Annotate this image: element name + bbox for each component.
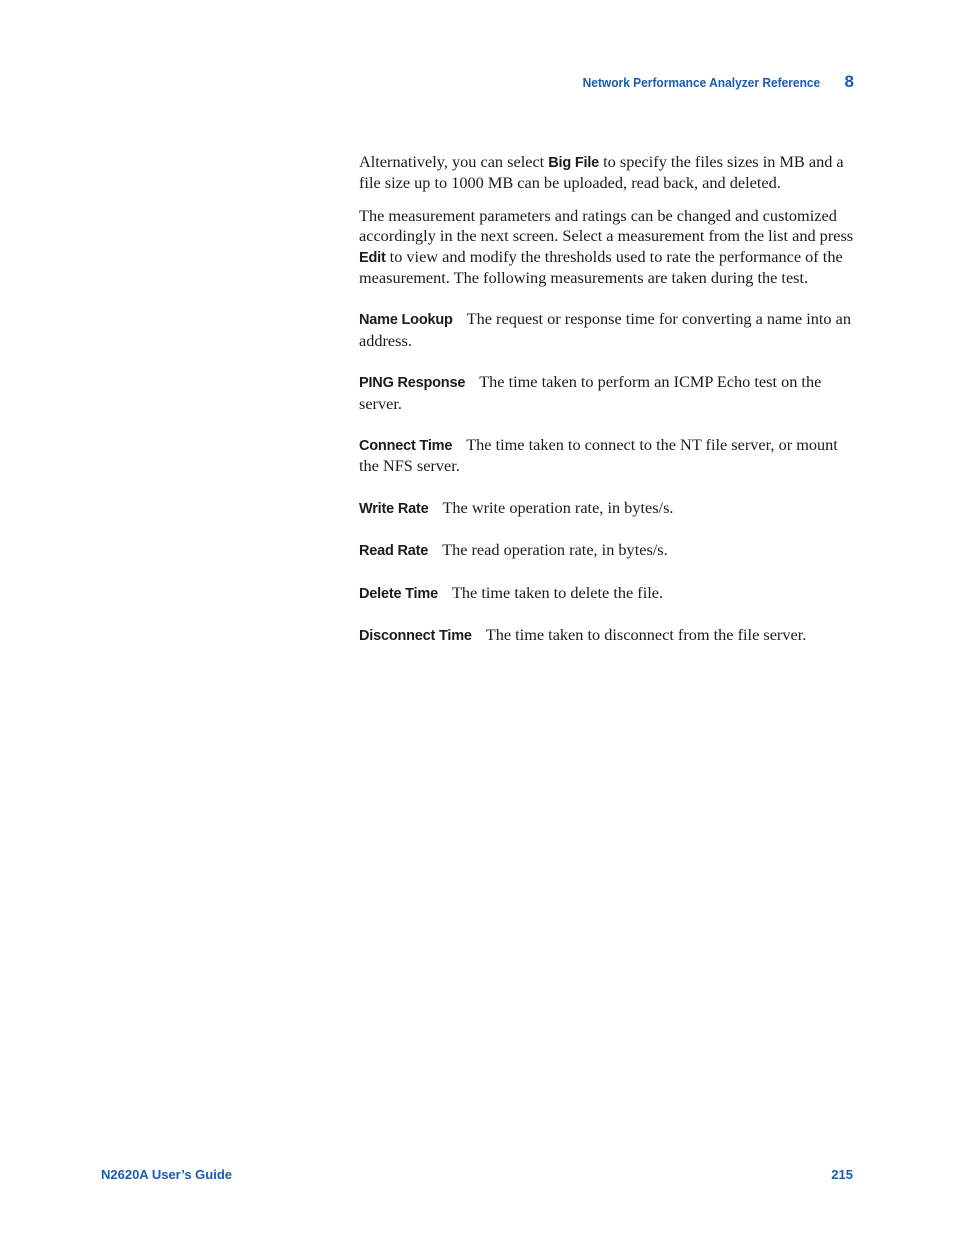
definition-term: Connect Time	[359, 438, 453, 455]
definition-term: PING Response	[359, 375, 466, 392]
definition-description: The time taken to disconnect from the file server.	[485, 625, 807, 645]
definition-description: The time taken to connect to the NT file server, or mount the NFS server.	[359, 435, 838, 476]
intro-paragraph-big-file	[359, 152, 854, 194]
definition-description: The time taken to perform an ICMP Echo test on the server.	[359, 372, 822, 413]
intro-text: The measurement parameters and ratings can be changed and customized accordingly in the next screen. Select a measurement from the list and press	[359, 205, 854, 246]
page-body	[359, 152, 854, 668]
definition-description: The read operation rate, in bytes/s.	[442, 540, 668, 560]
page-number: 215	[831, 1167, 853, 1182]
definition-description: The time taken to delete the file.	[451, 582, 664, 602]
definition-description: The write operation rate, in bytes/s.	[442, 497, 674, 517]
definition-read-rate	[359, 540, 854, 561]
big-file-term: Big File	[548, 155, 600, 171]
definition-term: Name Lookup	[359, 312, 453, 329]
definition-description: The request or response time for converting a name into an address.	[359, 309, 851, 350]
definition-ping-response	[359, 372, 854, 414]
document-title: N2620A User’s Guide	[101, 1167, 233, 1182]
definition-connect-time	[359, 435, 854, 477]
chapter-title: Network Performance Analyzer Reference	[582, 75, 821, 90]
intro-text: to view and modify the thresholds used to rate the performance of the measurement. The following measurements are taken during the test.	[359, 246, 843, 288]
running-header	[562, 72, 854, 92]
edit-term: Edit	[359, 249, 386, 266]
definition-delete-time	[359, 583, 854, 604]
running-footer	[101, 1167, 853, 1182]
definition-term: Read Rate	[359, 543, 429, 560]
definition-write-rate	[359, 498, 854, 519]
measurement-definitions	[359, 309, 854, 646]
chapter-number: 8	[844, 72, 854, 91]
definition-name-lookup	[359, 309, 854, 351]
intro-text: Alternatively, you can select	[359, 152, 549, 171]
definition-term: Write Rate	[359, 500, 429, 517]
definition-term: Delete Time	[359, 585, 438, 602]
definition-term: Disconnect Time	[359, 628, 472, 645]
intro-paragraph-edit	[359, 206, 854, 289]
definition-disconnect-time	[359, 625, 854, 646]
intro-text: to specify the files sizes in MB and a file size up to 1000 MB can be uploaded, read back, and deleted.	[359, 152, 844, 193]
